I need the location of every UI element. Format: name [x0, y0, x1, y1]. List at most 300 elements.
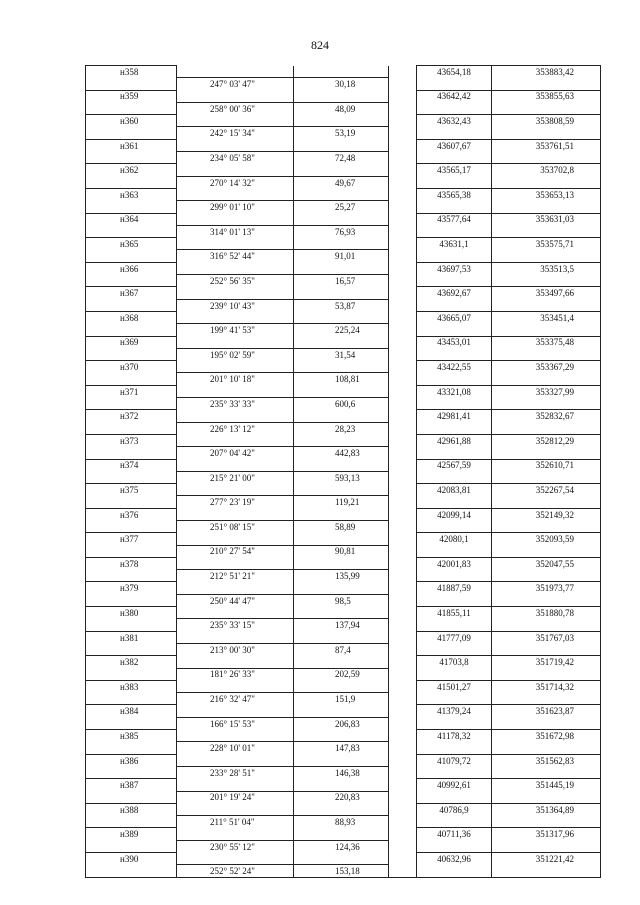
point-name: н382 [86, 656, 177, 668]
direction-angle: 201° 19' 24" [177, 791, 294, 803]
point-name: н374 [86, 459, 177, 471]
gap-cell [389, 422, 417, 434]
length-cell-empty [294, 262, 389, 274]
angle-cell-empty [177, 139, 294, 151]
direction-angle: 251° 08' 15" [177, 520, 294, 532]
segment-row [86, 668, 601, 680]
point-name-empty [86, 570, 177, 582]
segment-row [86, 717, 601, 729]
coord-y-empty [492, 78, 601, 90]
segment-length: 25,27 [294, 201, 389, 213]
point-row [86, 139, 601, 151]
point-name: н364 [86, 213, 177, 225]
point-row [86, 410, 601, 422]
point-row [86, 90, 601, 102]
length-cell-empty [294, 336, 389, 348]
point-name: н372 [86, 410, 177, 422]
coord-y: 353513,5 [492, 262, 601, 274]
coord-y-empty [492, 373, 601, 385]
segment-length: 135,99 [294, 570, 389, 582]
direction-angle: 252° 52' 24" [177, 865, 294, 878]
coord-x-empty [417, 643, 492, 655]
coord-y: 351767,03 [492, 631, 601, 643]
gap-cell [389, 668, 417, 680]
gap-cell [389, 299, 417, 311]
point-row [86, 262, 601, 274]
coord-x-empty [417, 520, 492, 532]
coord-x: 41887,59 [417, 582, 492, 594]
gap-cell [389, 373, 417, 385]
length-cell-empty [294, 705, 389, 717]
segment-length: 58,89 [294, 520, 389, 532]
direction-angle: 316° 52' 44" [177, 250, 294, 262]
coord-x: 43692,67 [417, 287, 492, 299]
length-cell-empty [294, 853, 389, 865]
segment-length: 146,38 [294, 766, 389, 778]
coord-x-empty [417, 496, 492, 508]
coord-x: 43631,1 [417, 238, 492, 250]
coord-x-empty [417, 766, 492, 778]
point-name-empty [86, 693, 177, 705]
angle-cell-empty [177, 164, 294, 176]
coord-x: 40786,9 [417, 803, 492, 815]
direction-angle: 252° 56' 35" [177, 275, 294, 287]
segment-row [86, 422, 601, 434]
coord-x: 43453,01 [417, 336, 492, 348]
gap-cell [389, 570, 417, 582]
point-name-empty [86, 717, 177, 729]
coord-x-empty [417, 471, 492, 483]
coord-x: 43654,18 [417, 66, 492, 78]
segment-length: 600,6 [294, 398, 389, 410]
gap-cell [389, 66, 417, 78]
angle-cell-empty [177, 754, 294, 766]
coord-y-empty [492, 668, 601, 680]
point-name: н362 [86, 164, 177, 176]
length-cell-empty [294, 557, 389, 569]
coord-y-empty [492, 643, 601, 655]
point-name: н376 [86, 508, 177, 520]
point-name: н361 [86, 139, 177, 151]
point-row [86, 164, 601, 176]
point-row [86, 508, 601, 520]
segment-length: 124,36 [294, 840, 389, 852]
coord-y: 351623,87 [492, 705, 601, 717]
coord-y: 352093,59 [492, 533, 601, 545]
coord-x: 42001,83 [417, 557, 492, 569]
segment-row [86, 594, 601, 606]
direction-angle: 234° 05' 58" [177, 152, 294, 164]
coord-x-empty [417, 225, 492, 237]
gap-cell [389, 791, 417, 803]
angle-cell-empty [177, 361, 294, 373]
segment-row [86, 250, 601, 262]
segment-length: 49,67 [294, 176, 389, 188]
length-cell-empty [294, 680, 389, 692]
point-name-empty [86, 668, 177, 680]
point-row [86, 66, 601, 78]
gap-cell [389, 102, 417, 114]
length-cell-empty [294, 656, 389, 668]
coord-x: 42083,81 [417, 484, 492, 496]
coord-y-empty [492, 865, 601, 878]
coord-y-empty [492, 176, 601, 188]
length-cell-empty [294, 484, 389, 496]
coord-x-empty [417, 594, 492, 606]
coord-x-empty [417, 324, 492, 336]
segment-length: 28,23 [294, 422, 389, 434]
coord-y: 353451,4 [492, 311, 601, 323]
coord-y: 351317,96 [492, 828, 601, 840]
coord-y: 353653,13 [492, 188, 601, 200]
point-row [86, 336, 601, 348]
angle-cell-empty [177, 484, 294, 496]
gap-cell [389, 127, 417, 139]
direction-angle: 215° 21' 00" [177, 471, 294, 483]
segment-row [86, 225, 601, 237]
point-row [86, 607, 601, 619]
angle-cell-empty [177, 853, 294, 865]
point-name: н388 [86, 803, 177, 815]
point-row [86, 730, 601, 742]
point-row [86, 459, 601, 471]
point-name: н370 [86, 361, 177, 373]
angle-cell-empty [177, 656, 294, 668]
point-name: н363 [86, 188, 177, 200]
direction-angle: 226° 13' 12" [177, 422, 294, 434]
gap-cell [389, 250, 417, 262]
coord-y-empty [492, 201, 601, 213]
direction-angle: 270° 14' 32" [177, 176, 294, 188]
coord-x: 41703,8 [417, 656, 492, 668]
segment-row [86, 840, 601, 852]
segment-row [86, 471, 601, 483]
coord-y-empty [492, 225, 601, 237]
point-row [86, 213, 601, 225]
point-name: н368 [86, 311, 177, 323]
coord-x: 40992,61 [417, 779, 492, 791]
coord-y: 353808,59 [492, 115, 601, 127]
coord-x-empty [417, 668, 492, 680]
point-name-empty [86, 422, 177, 434]
coord-x: 43321,08 [417, 385, 492, 397]
direction-angle: 210° 27' 54" [177, 545, 294, 557]
coord-y: 353631,03 [492, 213, 601, 225]
coord-x: 42567,59 [417, 459, 492, 471]
point-row [86, 582, 601, 594]
angle-cell-empty [177, 730, 294, 742]
direction-angle: 235° 33' 15" [177, 619, 294, 631]
coord-x-empty [417, 447, 492, 459]
segment-row [86, 78, 601, 90]
angle-cell-empty [177, 459, 294, 471]
gap-cell [389, 275, 417, 287]
point-name-empty [86, 299, 177, 311]
angle-cell-empty [177, 631, 294, 643]
segment-row [86, 398, 601, 410]
segment-length: 119,21 [294, 496, 389, 508]
length-cell-empty [294, 631, 389, 643]
gap-cell [389, 766, 417, 778]
point-name-empty [86, 275, 177, 287]
gap-cell [389, 324, 417, 336]
coord-x-empty [417, 127, 492, 139]
segment-row [86, 643, 601, 655]
gap-cell [389, 828, 417, 840]
angle-cell-empty [177, 705, 294, 717]
gap-cell [389, 619, 417, 631]
angle-cell-empty [177, 582, 294, 594]
gap-cell [389, 594, 417, 606]
point-name: н386 [86, 754, 177, 766]
direction-angle: 181° 26' 33" [177, 668, 294, 680]
length-cell-empty [294, 779, 389, 791]
segment-row [86, 324, 601, 336]
angle-cell-empty [177, 508, 294, 520]
point-row [86, 803, 601, 815]
point-name-empty [86, 225, 177, 237]
point-name-empty [86, 496, 177, 508]
gap-cell [389, 225, 417, 237]
length-cell-empty [294, 828, 389, 840]
segment-row [86, 152, 601, 164]
gap-cell [389, 201, 417, 213]
direction-angle: 166° 15' 53" [177, 717, 294, 729]
direction-angle: 258° 00' 36" [177, 102, 294, 114]
coord-y-empty [492, 619, 601, 631]
direction-angle: 242° 15' 34" [177, 127, 294, 139]
point-name: н389 [86, 828, 177, 840]
coord-y: 351445,19 [492, 779, 601, 791]
gap-cell [389, 557, 417, 569]
coord-x-empty [417, 373, 492, 385]
segment-length: 90,81 [294, 545, 389, 557]
coordinates-table [85, 65, 601, 878]
gap-cell [389, 705, 417, 717]
point-name-empty [86, 398, 177, 410]
coord-x: 43607,67 [417, 139, 492, 151]
coord-x-empty [417, 152, 492, 164]
gap-cell [389, 533, 417, 545]
point-name-empty [86, 471, 177, 483]
gap-cell [389, 484, 417, 496]
coord-y-empty [492, 447, 601, 459]
coord-y: 351364,89 [492, 803, 601, 815]
coord-x: 40711,36 [417, 828, 492, 840]
segment-row [86, 102, 601, 114]
coord-y-empty [492, 742, 601, 754]
angle-cell-empty [177, 607, 294, 619]
point-row [86, 311, 601, 323]
segment-length: 593,13 [294, 471, 389, 483]
point-row [86, 680, 601, 692]
segment-length: 76,93 [294, 225, 389, 237]
segment-length: 87,4 [294, 643, 389, 655]
angle-cell-empty [177, 262, 294, 274]
segment-length: 72,48 [294, 152, 389, 164]
length-cell-empty [294, 238, 389, 250]
gap-cell [389, 656, 417, 668]
coord-y-empty [492, 496, 601, 508]
gap-cell [389, 188, 417, 200]
coord-y: 353375,48 [492, 336, 601, 348]
point-name: н365 [86, 238, 177, 250]
segment-length: 151,9 [294, 693, 389, 705]
coord-x-empty [417, 840, 492, 852]
coord-y-empty [492, 324, 601, 336]
segment-length: 137,94 [294, 619, 389, 631]
point-row [86, 385, 601, 397]
point-name-empty [86, 742, 177, 754]
coord-y: 353327,99 [492, 385, 601, 397]
point-row [86, 557, 601, 569]
coord-x: 43642,42 [417, 90, 492, 102]
direction-angle: 235° 33' 33" [177, 398, 294, 410]
point-row [86, 238, 601, 250]
coord-x: 42099,14 [417, 508, 492, 520]
point-name: н378 [86, 557, 177, 569]
angle-cell-empty [177, 828, 294, 840]
direction-angle: 230° 55' 12" [177, 840, 294, 852]
gap-cell [389, 459, 417, 471]
gap-cell [389, 840, 417, 852]
coord-y-empty [492, 816, 601, 828]
segment-row [86, 816, 601, 828]
length-cell-empty [294, 164, 389, 176]
coord-x: 43577,64 [417, 213, 492, 225]
coord-x-empty [417, 422, 492, 434]
angle-cell-empty [177, 115, 294, 127]
angle-cell-empty [177, 434, 294, 446]
coord-y: 352812,29 [492, 434, 601, 446]
coord-x-empty [417, 865, 492, 878]
coord-x: 41855,11 [417, 607, 492, 619]
direction-angle: 250° 44' 47" [177, 594, 294, 606]
coord-x-empty [417, 816, 492, 828]
angle-cell-empty [177, 385, 294, 397]
coord-y-empty [492, 471, 601, 483]
gap-cell [389, 385, 417, 397]
point-row [86, 656, 601, 668]
point-name-empty [86, 348, 177, 360]
gap-cell [389, 680, 417, 692]
coord-y-empty [492, 102, 601, 114]
coord-x: 42981,41 [417, 410, 492, 422]
coord-x-empty [417, 250, 492, 262]
segment-length: 206,83 [294, 717, 389, 729]
gap-cell [389, 471, 417, 483]
direction-angle: 199° 41' 53" [177, 324, 294, 336]
point-row [86, 287, 601, 299]
angle-cell-empty [177, 410, 294, 422]
segment-length: 53,19 [294, 127, 389, 139]
segment-length: 98,5 [294, 594, 389, 606]
page-number: 824 [311, 38, 329, 52]
coord-x-empty [417, 299, 492, 311]
length-cell-empty [294, 533, 389, 545]
angle-cell-empty [177, 680, 294, 692]
gap-cell [389, 754, 417, 766]
coord-x: 41777,09 [417, 631, 492, 643]
coord-y-empty [492, 127, 601, 139]
point-name-empty [86, 324, 177, 336]
coord-x-empty [417, 102, 492, 114]
coord-y-empty [492, 766, 601, 778]
point-name-empty [86, 102, 177, 114]
direction-angle: 207° 04' 42" [177, 447, 294, 459]
length-cell-empty [294, 188, 389, 200]
point-name: н369 [86, 336, 177, 348]
length-cell-empty [294, 115, 389, 127]
length-cell-empty [294, 582, 389, 594]
coord-y: 351973,77 [492, 582, 601, 594]
coord-y: 353855,63 [492, 90, 601, 102]
direction-angle: 211° 51' 04" [177, 816, 294, 828]
segment-row [86, 201, 601, 213]
length-cell-empty [294, 361, 389, 373]
angle-cell-empty [177, 287, 294, 299]
point-name: н367 [86, 287, 177, 299]
gap-cell [389, 287, 417, 299]
coord-x-empty [417, 176, 492, 188]
coord-y-empty [492, 299, 601, 311]
segment-length: 225,24 [294, 324, 389, 336]
coord-x-empty [417, 742, 492, 754]
length-cell-empty [294, 459, 389, 471]
point-name: н358 [86, 66, 177, 78]
length-cell-empty [294, 434, 389, 446]
coord-y-empty [492, 717, 601, 729]
direction-angle: 247° 03' 47" [177, 78, 294, 90]
angle-cell-empty [177, 557, 294, 569]
segment-row [86, 373, 601, 385]
angle-cell-empty [177, 336, 294, 348]
angle-cell-empty [177, 90, 294, 102]
gap-cell [389, 643, 417, 655]
point-row [86, 361, 601, 373]
point-name-empty [86, 201, 177, 213]
gap-cell [389, 336, 417, 348]
point-name: н366 [86, 262, 177, 274]
coord-x-empty [417, 570, 492, 582]
gap-cell [389, 607, 417, 619]
gap-cell [389, 213, 417, 225]
coord-x-empty [417, 78, 492, 90]
segment-length: 153,18 [294, 865, 389, 878]
segment-length: 147,83 [294, 742, 389, 754]
gap-cell [389, 816, 417, 828]
gap-cell [389, 262, 417, 274]
gap-cell [389, 865, 417, 878]
segment-row [86, 791, 601, 803]
gap-cell [389, 693, 417, 705]
coord-y: 351221,42 [492, 853, 601, 865]
coord-y: 351719,42 [492, 656, 601, 668]
coord-x: 42961,88 [417, 434, 492, 446]
angle-cell-empty [177, 779, 294, 791]
direction-angle: 212° 51' 21" [177, 570, 294, 582]
coord-y-empty [492, 520, 601, 532]
gap-cell [389, 434, 417, 446]
coord-y: 353883,42 [492, 66, 601, 78]
point-name-empty [86, 520, 177, 532]
segment-row [86, 742, 601, 754]
coord-x-empty [417, 348, 492, 360]
direction-angle: 233° 28' 51" [177, 766, 294, 778]
gap-cell [389, 717, 417, 729]
coord-x-empty [417, 201, 492, 213]
point-name-empty [86, 373, 177, 385]
